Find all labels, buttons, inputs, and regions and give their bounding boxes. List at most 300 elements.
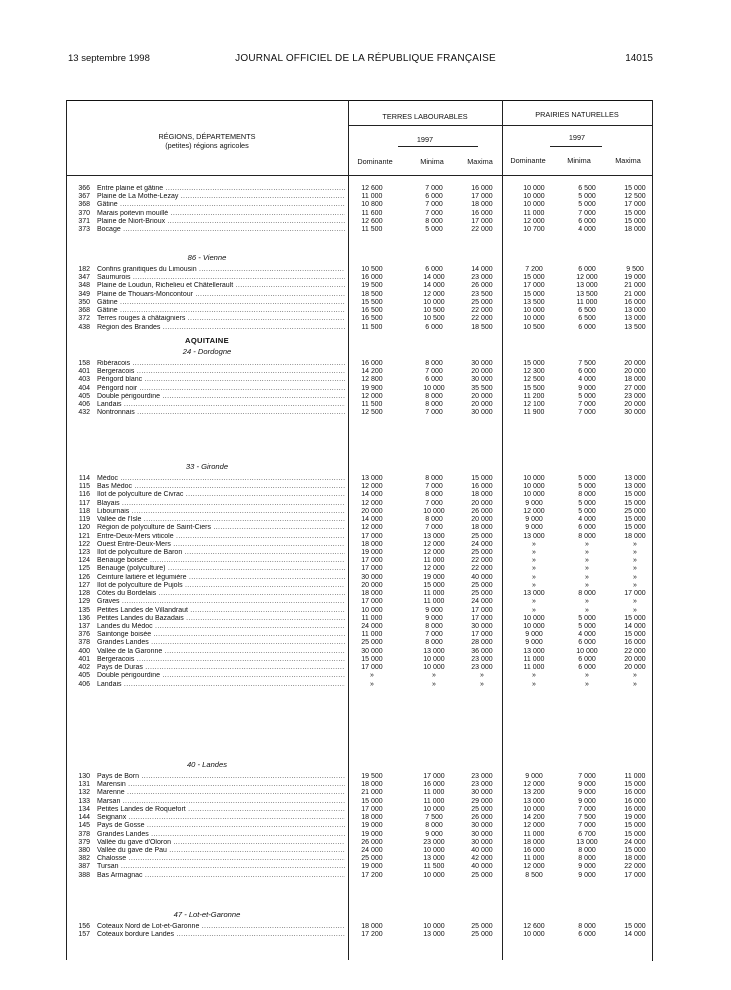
table-row [0, 307, 731, 315]
cell-prairies-minima: 11 000 [576, 298, 598, 306]
region-name: Région de polyculture de Saint-Ciers ..... [97, 524, 345, 532]
cell-terres-dominante: 12 000 [361, 483, 383, 491]
cell-prairies-minima: 9 000 [578, 797, 596, 805]
cell-terres-dominante: 30 000 [361, 647, 383, 655]
cell-terres-minima: 10 000 [423, 847, 445, 854]
cell-terres-minima: 8 000 [425, 822, 443, 830]
cell-terres-minima: 13 000 [423, 855, 445, 863]
cell-prairies-maxima: 13 500 [624, 323, 646, 331]
col-header: Minima [567, 156, 591, 165]
cell-prairies-maxima: 15 000 [624, 209, 646, 217]
cell-prairies-minima: 13 000 [576, 838, 598, 846]
cell-terres-minima: 7 000 [425, 483, 443, 491]
table-row [0, 789, 731, 797]
cell-terres-minima: 8 000 [425, 475, 443, 482]
cell-terres-dominante: 11 500 [361, 401, 383, 409]
region-code: 372 [78, 315, 90, 323]
cell-prairies-maxima: 16 000 [624, 805, 646, 813]
region-code: 406 [78, 680, 90, 688]
cell-prairies-maxima: 17 000 [624, 201, 646, 209]
cell-terres-dominante: 18 500 [361, 290, 383, 298]
cell-terres-minima: 11 000 [423, 557, 445, 565]
table-row [0, 401, 731, 409]
region-name: Coteaux Nord de Lot-et-Garonne ..... [97, 923, 345, 931]
cell-prairies-minima: » [585, 598, 589, 606]
region-code: 378 [78, 830, 90, 838]
cell-prairies-dominante: 10 000 [523, 315, 545, 323]
cell-prairies-minima: » [585, 573, 589, 581]
cell-prairies-dominante: » [532, 565, 536, 573]
cell-prairies-minima: 12 000 [576, 274, 598, 282]
cell-prairies-minima: 6 000 [578, 639, 596, 647]
table-row [0, 360, 731, 368]
cell-terres-dominante: 19 900 [361, 384, 383, 392]
cell-terres-maxima: 20 000 [471, 368, 493, 376]
cell-prairies-maxima: 14 000 [624, 931, 646, 939]
cell-terres-dominante: 19 000 [361, 549, 383, 556]
cell-terres-minima: 14 000 [423, 274, 445, 282]
cell-prairies-dominante: » [532, 540, 536, 548]
table-row [0, 491, 731, 499]
header-rule [66, 175, 652, 176]
cell-prairies-maxima: 19 000 [624, 814, 646, 822]
cell-prairies-maxima: 18 000 [624, 532, 646, 540]
table-row [0, 291, 731, 299]
cell-terres-dominante: 12 500 [361, 409, 383, 417]
table-row [0, 315, 731, 323]
cell-terres-maxima: 18 500 [471, 323, 493, 331]
region-name: Libournais ..... [97, 508, 345, 516]
table-row [0, 524, 731, 532]
region-name: Gâtine ..... [97, 201, 345, 209]
cell-terres-minima: 8 000 [425, 623, 443, 630]
cell-prairies-minima: 8 000 [578, 923, 596, 930]
cell-terres-minima: 12 000 [423, 565, 445, 573]
cell-prairies-maxima: » [633, 557, 637, 565]
table-row [0, 500, 731, 508]
cell-prairies-minima: 7 000 [578, 209, 596, 217]
region-name: Ilot de polyculture de Civrac ..... [97, 491, 345, 499]
table-row [0, 648, 731, 656]
region-code: 133 [78, 797, 90, 805]
cell-prairies-maxima: 18 000 [624, 855, 646, 863]
cell-prairies-maxima: 13 000 [624, 483, 646, 491]
cell-terres-dominante: 14 200 [361, 368, 383, 376]
region-code: 126 [78, 573, 90, 581]
cell-prairies-maxima: 15 000 [624, 830, 646, 838]
region-code: 123 [78, 549, 90, 556]
cell-terres-minima: 7 000 [425, 409, 443, 417]
region-name: Ceinture laitière et légumière ..... [97, 574, 345, 582]
cell-terres-dominante: 17 000 [361, 664, 383, 672]
cell-prairies-minima: 6 500 [578, 315, 596, 323]
cell-terres-dominante: » [370, 680, 374, 688]
region-code: 129 [78, 598, 90, 606]
cell-terres-maxima: 30 000 [471, 623, 493, 630]
region-code: 402 [78, 664, 90, 672]
cell-terres-dominante: 18 000 [361, 590, 383, 598]
cell-terres-maxima: 25 000 [471, 298, 493, 306]
cell-prairies-maxima: 13 000 [624, 475, 646, 482]
cell-prairies-dominante: » [532, 549, 536, 556]
cell-terres-minima: 10 000 [423, 507, 445, 515]
region-name: Tursan ..... [97, 863, 345, 871]
cell-prairies-dominante: 11 000 [523, 664, 545, 672]
cell-terres-dominante: 19 500 [361, 282, 383, 290]
table-row [0, 193, 731, 201]
cell-prairies-maxima: 11 000 [624, 773, 646, 780]
table-row [0, 516, 731, 524]
table-row [0, 226, 731, 234]
cell-prairies-maxima: 16 000 [624, 789, 646, 797]
cell-terres-maxima: 30 000 [471, 830, 493, 838]
table-row [0, 274, 731, 282]
region-code: 119 [78, 516, 90, 524]
cell-prairies-dominante: 13 500 [523, 298, 545, 306]
cell-prairies-dominante: 11 000 [523, 830, 545, 838]
region-heading: AQUITAINE [185, 336, 229, 345]
table-row [0, 508, 731, 516]
cell-terres-maxima: 16 000 [471, 209, 493, 217]
table-row [0, 855, 731, 863]
cell-terres-maxima: 24 000 [471, 540, 493, 548]
cell-prairies-minima: 6 000 [578, 931, 596, 939]
cell-prairies-dominante: 10 000 [523, 483, 545, 491]
cell-terres-maxima: 22 000 [471, 557, 493, 565]
cell-prairies-minima: 13 500 [576, 290, 598, 298]
cell-prairies-maxima: 20 000 [624, 655, 646, 663]
cell-terres-dominante: 16 000 [361, 360, 383, 367]
table-row [0, 393, 731, 401]
region-name: Bocage ..... [97, 226, 345, 234]
cell-terres-minima: 19 000 [423, 573, 445, 581]
region-code: 406 [78, 401, 90, 409]
region-code: 134 [78, 805, 90, 813]
region-name: Plaine de Thouars-Moncontour ..... [97, 291, 345, 299]
region-name: Chalosse ..... [97, 855, 345, 863]
cell-terres-dominante: 17 000 [361, 532, 383, 540]
region-name: Pays de Born ..... [97, 773, 345, 781]
region-name: Benauge boisée ..... [97, 557, 345, 565]
cell-prairies-minima: 7 000 [578, 822, 596, 830]
region-name: Ilot de polyculture de Pujols ..... [97, 582, 345, 590]
region-code: 432 [78, 409, 90, 417]
cell-terres-dominante: 17 000 [361, 565, 383, 573]
cell-prairies-minima: 6 000 [578, 323, 596, 331]
region-code: 116 [78, 491, 90, 499]
cell-terres-minima: 7 000 [425, 368, 443, 376]
table-row [0, 557, 731, 565]
cell-prairies-minima: 7 000 [578, 409, 596, 417]
cell-terres-dominante: 11 500 [361, 323, 383, 331]
cell-prairies-dominante: 15 000 [523, 360, 545, 367]
cell-prairies-maxima: 16 000 [624, 298, 646, 306]
cell-terres-minima: 9 000 [425, 606, 443, 614]
cell-prairies-dominante: 9 000 [525, 516, 543, 524]
cell-prairies-maxima: » [633, 606, 637, 614]
cell-prairies-dominante: 13 000 [523, 532, 545, 540]
cell-terres-minima: 12 000 [423, 540, 445, 548]
cell-terres-maxima: 23 000 [471, 781, 493, 789]
page-number: 14015 [625, 53, 653, 64]
cell-terres-minima: 10 000 [423, 298, 445, 306]
region-code: 382 [78, 855, 90, 863]
regions-header [66, 132, 348, 150]
cell-prairies-minima: 4 000 [578, 516, 596, 524]
table-row [0, 210, 731, 218]
cell-terres-maxima: 25 000 [471, 931, 493, 939]
cell-terres-minima: 8 000 [425, 516, 443, 524]
region-code: 368 [78, 201, 90, 209]
table-row [0, 847, 731, 855]
region-name: Saintonge boisée ..... [97, 631, 345, 639]
cell-prairies-dominante: 18 000 [523, 838, 545, 846]
cell-terres-maxima: 25 000 [471, 549, 493, 556]
cell-prairies-minima: 7 000 [578, 773, 596, 780]
table-row [0, 639, 731, 647]
cell-terres-maxima: 24 000 [471, 598, 493, 606]
region-name: Petites Landes de Roquefort ..... [97, 806, 345, 814]
cell-terres-minima: 14 000 [423, 282, 445, 290]
cell-prairies-maxima: 21 000 [624, 282, 646, 290]
region-name: Bas Médoc ..... [97, 483, 345, 491]
cell-prairies-minima: 5 000 [578, 507, 596, 515]
region-name: Périgord noir ..... [97, 385, 345, 393]
cell-prairies-maxima: 15 000 [624, 217, 646, 225]
table-row [0, 475, 731, 483]
cell-terres-maxima: 17 000 [471, 217, 493, 225]
cell-prairies-minima: 5 000 [578, 623, 596, 630]
region-name: Vallée du gave de Pau ..... [97, 847, 345, 855]
table-row [0, 541, 731, 549]
region-name: Nontronnais ..... [97, 409, 345, 417]
cell-prairies-minima: 8 000 [578, 491, 596, 499]
region-code: 379 [78, 838, 90, 846]
region-name: Blayais ..... [97, 500, 345, 508]
cell-prairies-minima: 6 500 [578, 307, 596, 315]
region-code: 347 [78, 274, 90, 282]
cell-terres-dominante: 17 200 [361, 871, 383, 879]
cell-terres-dominante: » [370, 672, 374, 680]
cell-terres-maxima: 26 000 [471, 814, 493, 822]
region-name: Entre plaine et gâtine ..... [97, 185, 345, 193]
cell-prairies-maxima: » [633, 565, 637, 573]
cell-terres-dominante: 14 000 [361, 516, 383, 524]
cell-terres-dominante: 12 000 [361, 499, 383, 507]
table-row [0, 781, 731, 789]
cell-prairies-maxima: » [633, 680, 637, 688]
cell-prairies-maxima: 25 000 [624, 507, 646, 515]
region-name: Ilot de polyculture de Baron ..... [97, 549, 345, 557]
table-row [0, 872, 731, 880]
cell-prairies-minima: 7 500 [578, 814, 596, 822]
table-row [0, 533, 731, 541]
region-name: Bas Armagnac ..... [97, 872, 345, 880]
table-row [0, 814, 731, 822]
cell-prairies-dominante: 11 000 [523, 209, 545, 217]
cell-prairies-dominante: 14 200 [523, 814, 545, 822]
cell-prairies-minima: » [585, 606, 589, 614]
cell-terres-maxima: 28 000 [471, 639, 493, 647]
cell-terres-maxima: 30 000 [471, 789, 493, 797]
cell-terres-maxima: 23 000 [471, 773, 493, 780]
cell-terres-minima: 10 500 [423, 315, 445, 323]
region-name: Coteaux bordure Landes ..... [97, 931, 345, 939]
cell-terres-maxima: 23 500 [471, 290, 493, 298]
cell-terres-maxima: 22 000 [471, 315, 493, 323]
cell-prairies-dominante: 12 000 [523, 781, 545, 789]
cell-prairies-dominante: » [532, 581, 536, 589]
regions-subtitle: (petites) régions agricoles [165, 141, 249, 150]
region-code: 405 [78, 672, 90, 680]
region-name: Vallée de la Garonne ..... [97, 648, 345, 656]
cell-prairies-minima: 8 000 [578, 855, 596, 863]
cell-terres-maxima: 17 000 [471, 193, 493, 201]
region-name: Benauge (polyculture) ..... [97, 565, 345, 573]
cell-prairies-maxima: 19 000 [624, 274, 646, 282]
region-code: 378 [78, 639, 90, 647]
region-name: Marsan ..... [97, 798, 345, 806]
cell-terres-maxima: 25 000 [471, 871, 493, 879]
cell-prairies-dominante: 8 500 [525, 871, 543, 879]
cell-terres-dominante: 18 000 [361, 814, 383, 822]
region-code: 118 [78, 507, 90, 515]
cell-prairies-dominante: 13 000 [523, 647, 545, 655]
cell-prairies-dominante: 11 900 [523, 409, 545, 417]
cell-prairies-minima: 5 000 [578, 201, 596, 209]
cell-prairies-dominante: » [532, 672, 536, 680]
region-code: 404 [78, 384, 90, 392]
cell-terres-maxima: 35 500 [471, 384, 493, 392]
cell-terres-dominante: 30 000 [361, 573, 383, 581]
department-heading: 86 - Vienne [187, 253, 227, 262]
region-code: 366 [78, 185, 90, 192]
cell-prairies-dominante: 16 000 [523, 847, 545, 854]
cell-prairies-maxima: 15 000 [624, 631, 646, 639]
region-code: 131 [78, 781, 90, 789]
table-row [0, 672, 731, 680]
cell-terres-minima: 6 000 [425, 193, 443, 201]
cell-terres-dominante: 25 000 [361, 855, 383, 863]
cell-terres-dominante: 26 000 [361, 838, 383, 846]
cell-terres-dominante: 20 000 [361, 581, 383, 589]
cell-prairies-dominante: 13 000 [523, 797, 545, 805]
cell-terres-minima: 9 000 [425, 614, 443, 622]
table-row [0, 368, 731, 376]
cell-terres-maxima: 17 000 [471, 631, 493, 639]
region-name: Double périgourdine ..... [97, 393, 345, 401]
cell-terres-dominante: 15 500 [361, 298, 383, 306]
cell-terres-maxima: 23 000 [471, 664, 493, 672]
cell-terres-minima: 10 000 [423, 923, 445, 930]
table-row [0, 483, 731, 491]
table-row [0, 299, 731, 307]
cell-terres-maxima: 25 000 [471, 581, 493, 589]
cell-prairies-dominante: 10 000 [523, 931, 545, 939]
cell-terres-minima: 6 000 [425, 266, 443, 273]
cell-prairies-maxima: 9 500 [626, 266, 644, 273]
cell-terres-maxima: 16 000 [471, 185, 493, 192]
cell-terres-dominante: 12 000 [361, 392, 383, 400]
cell-prairies-dominante: 13 000 [523, 590, 545, 598]
region-code: 144 [78, 814, 90, 822]
cell-terres-dominante: 14 000 [361, 491, 383, 499]
cell-prairies-minima: 7 000 [578, 805, 596, 813]
cell-terres-dominante: 17 000 [361, 557, 383, 565]
cell-prairies-maxima: 15 000 [624, 499, 646, 507]
cell-prairies-maxima: » [633, 549, 637, 556]
cell-prairies-maxima: » [633, 540, 637, 548]
cell-terres-minima: 10 000 [423, 871, 445, 879]
cell-terres-maxima: 40 000 [471, 847, 493, 854]
cell-terres-minima: 13 000 [423, 532, 445, 540]
cell-prairies-minima: 6 500 [578, 185, 596, 192]
cell-terres-maxima: 18 000 [471, 524, 493, 532]
cell-prairies-minima: 9 000 [578, 871, 596, 879]
cell-prairies-dominante: » [532, 598, 536, 606]
cell-terres-dominante: 10 000 [361, 606, 383, 614]
region-code: 130 [78, 773, 90, 780]
cell-terres-minima: 7 000 [425, 631, 443, 639]
cell-terres-minima: 8 000 [425, 401, 443, 409]
region-code: 373 [78, 226, 90, 234]
cell-prairies-minima: 8 000 [578, 847, 596, 854]
cell-prairies-maxima: 13 000 [624, 307, 646, 315]
year-terres: 1997 [416, 135, 434, 144]
region-name: Seignanx ..... [97, 814, 345, 822]
cell-terres-dominante: 20 000 [361, 507, 383, 515]
table-row [0, 376, 731, 384]
cell-terres-maxima: 17 000 [471, 606, 493, 614]
table-row [0, 282, 731, 290]
cell-terres-minima: 6 000 [425, 376, 443, 384]
cell-prairies-maxima: 15 000 [624, 822, 646, 830]
cell-prairies-minima: 6 000 [578, 655, 596, 663]
cell-terres-dominante: 17 000 [361, 598, 383, 606]
cell-prairies-dominante: 11 000 [523, 655, 545, 663]
cell-terres-dominante: 11 000 [361, 631, 383, 639]
region-name: Région des Brandes ..... [97, 324, 345, 332]
region-code: 137 [78, 623, 90, 630]
cell-prairies-dominante: » [532, 680, 536, 688]
cell-terres-minima: » [432, 680, 436, 688]
cell-terres-maxima: 18 000 [471, 491, 493, 499]
cell-terres-dominante: 12 600 [361, 185, 383, 192]
region-code: 348 [78, 282, 90, 290]
cell-prairies-minima: 9 000 [578, 384, 596, 392]
cell-terres-minima: 11 500 [423, 863, 445, 871]
table-row [0, 831, 731, 839]
cell-terres-maxima: 25 000 [471, 590, 493, 598]
cell-terres-dominante: 24 000 [361, 847, 383, 854]
cell-prairies-maxima: » [633, 573, 637, 581]
cell-terres-maxima: 14 000 [471, 266, 493, 273]
region-code: 371 [78, 217, 90, 225]
region-code: 370 [78, 209, 90, 217]
region-name: Entre-Deux-Mers viticole ..... [97, 533, 345, 541]
year-rule [550, 146, 602, 147]
cell-terres-dominante: 19 000 [361, 863, 383, 871]
cell-prairies-maxima: 15 000 [624, 516, 646, 524]
cell-terres-maxima: 26 000 [471, 507, 493, 515]
table-row [0, 623, 731, 631]
cell-prairies-maxima: 18 000 [624, 376, 646, 384]
table-row [0, 806, 731, 814]
cell-prairies-dominante: 10 000 [523, 193, 545, 201]
cell-terres-minima: 7 000 [425, 201, 443, 209]
cell-terres-minima: 10 000 [423, 805, 445, 813]
region-code: 125 [78, 565, 90, 573]
